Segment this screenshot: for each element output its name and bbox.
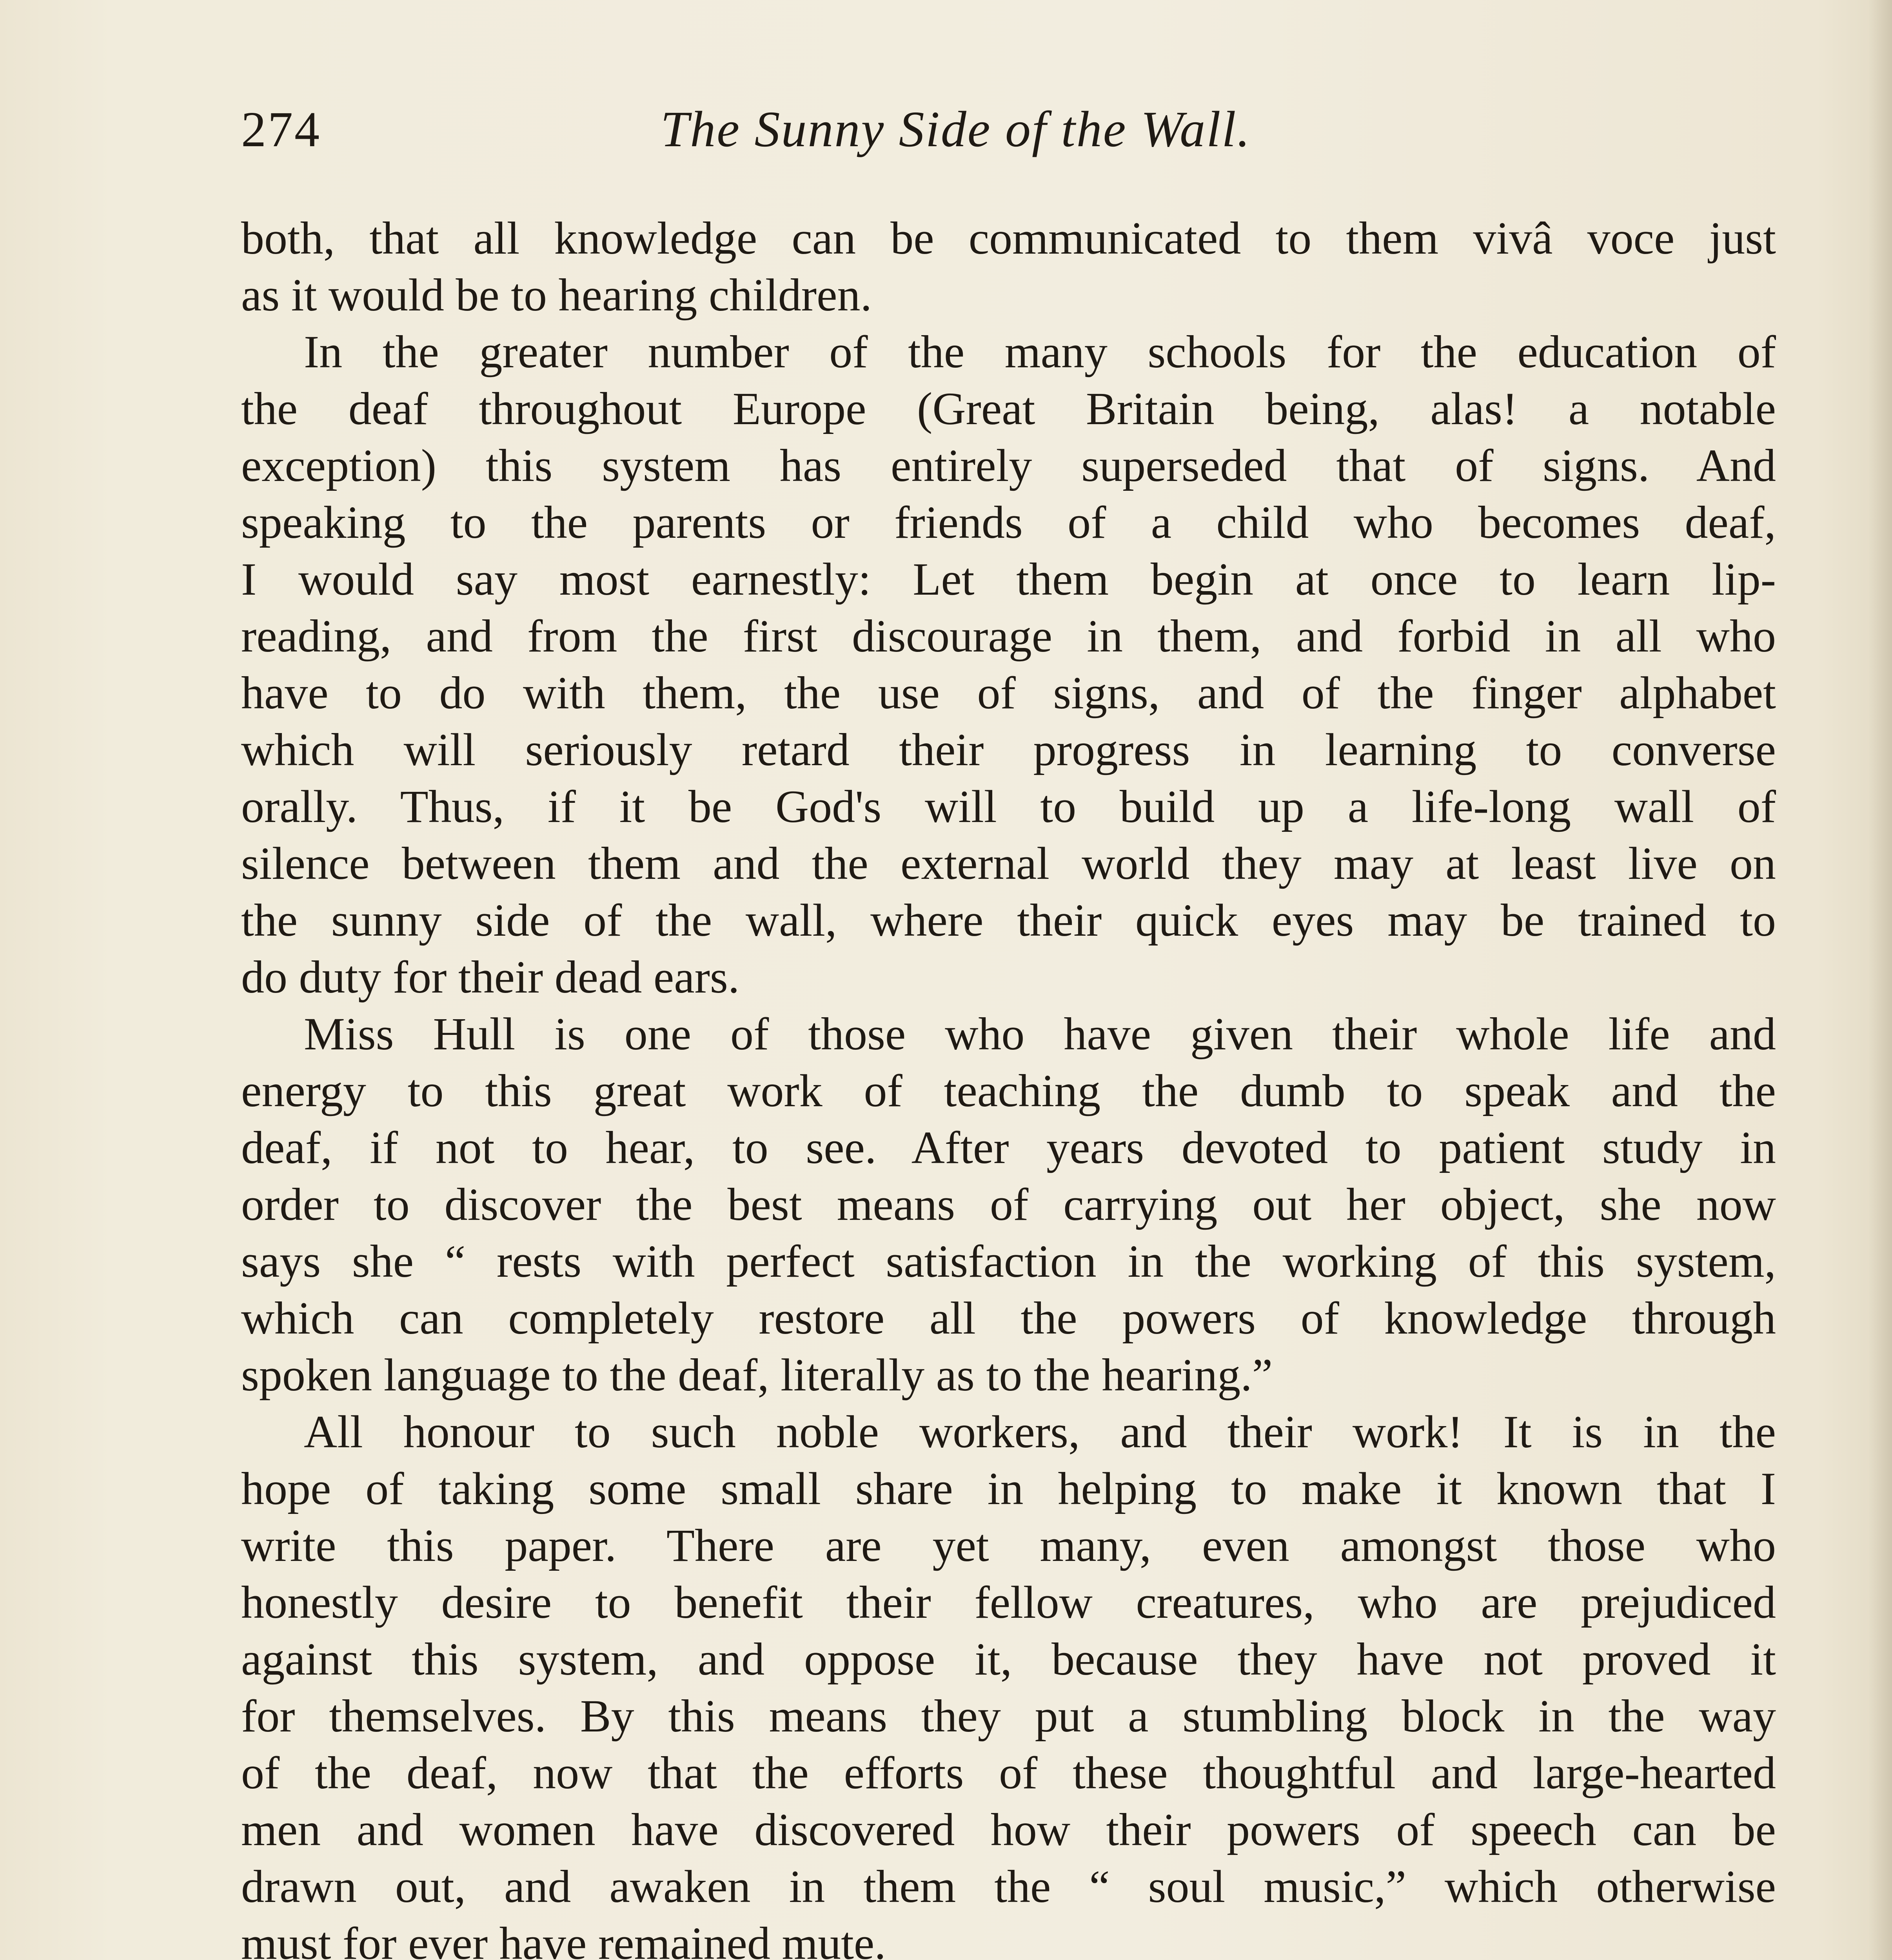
text-line: order to discover the best means of carrying out her object, she now — [241, 1179, 1776, 1230]
text-line: do duty for their dead ears. — [241, 951, 740, 1003]
text-line: which can completely restore all the powers of knowledge through — [241, 1292, 1776, 1344]
text-line: spoken language to the deaf, literally as to the hearing.” — [241, 1349, 1273, 1401]
running-title: The Sunny Side of the Wall. — [661, 101, 1251, 158]
text-line: deaf, if not to hear, to see. After years devoted to patient study in — [241, 1122, 1776, 1173]
text-line: hope of taking some small share in helping to make it known that I — [241, 1463, 1776, 1514]
text-line: I would say most earnestly: Let them begin at once to learn lip- — [241, 554, 1776, 605]
text-line: must for ever have remained mute. — [241, 1918, 886, 1960]
text-line: honestly desire to benefit their fellow creatures, who are prejudiced — [241, 1577, 1776, 1628]
text-line: both, that all knowledge can be communicated to them vivâ voce just — [241, 212, 1776, 264]
text-line: men and women have discovered how their powers of speech can be — [241, 1804, 1776, 1855]
text-line: the deaf throughout Europe (Great Britain being, alas! a notable — [241, 383, 1776, 434]
text-line: the sunny side of the wall, where their quick eyes may be trained to — [241, 895, 1776, 946]
page-number: 274 — [241, 102, 321, 157]
body-text — [241, 210, 1776, 1960]
text-line: as it would be to hearing children. — [241, 269, 872, 321]
text-line: reading, and from the first discourage in them, and forbid in all who — [241, 610, 1776, 662]
text-line: says she “ rests with perfect satisfaction in the working of this system, — [241, 1236, 1776, 1287]
text-line: against this system, and oppose it, because they have not proved it — [241, 1633, 1776, 1685]
text-line: write this paper. There are yet many, even amongst those who — [241, 1520, 1776, 1571]
page-edge-shadow — [1868, 0, 1892, 1960]
text-line: for themselves. By this means they put a stumbling block in the way — [241, 1690, 1776, 1742]
text-line: Miss Hull is one of those who have given their whole life and — [304, 1008, 1776, 1060]
text-line: In the greater number of the many schools for the education of — [304, 326, 1776, 377]
text-line: exception) this system has entirely superseded that of signs. And — [241, 440, 1776, 491]
text-line: drawn out, and awaken in them the “ soul music,” which otherwise — [241, 1861, 1776, 1912]
text-line: silence between them and the external world they may at least live on — [241, 838, 1776, 889]
text-line: speaking to the parents or friends of a child who becomes deaf, — [241, 497, 1776, 548]
text-line: which will seriously retard their progress in learning to converse — [241, 724, 1776, 775]
text-line: have to do with them, the use of signs, and of the finger alphabet — [241, 667, 1776, 719]
text-line: All honour to such noble workers, and their work! It is in the — [304, 1406, 1776, 1457]
text-line: energy to this great work of teaching the dumb to speak and the — [241, 1065, 1776, 1116]
text-line: of the deaf, now that the efforts of these thoughtful and large-hearted — [241, 1747, 1776, 1798]
text-line: orally. Thus, if it be God's will to build up a life-long wall of — [241, 781, 1776, 832]
page-header — [241, 98, 1776, 176]
